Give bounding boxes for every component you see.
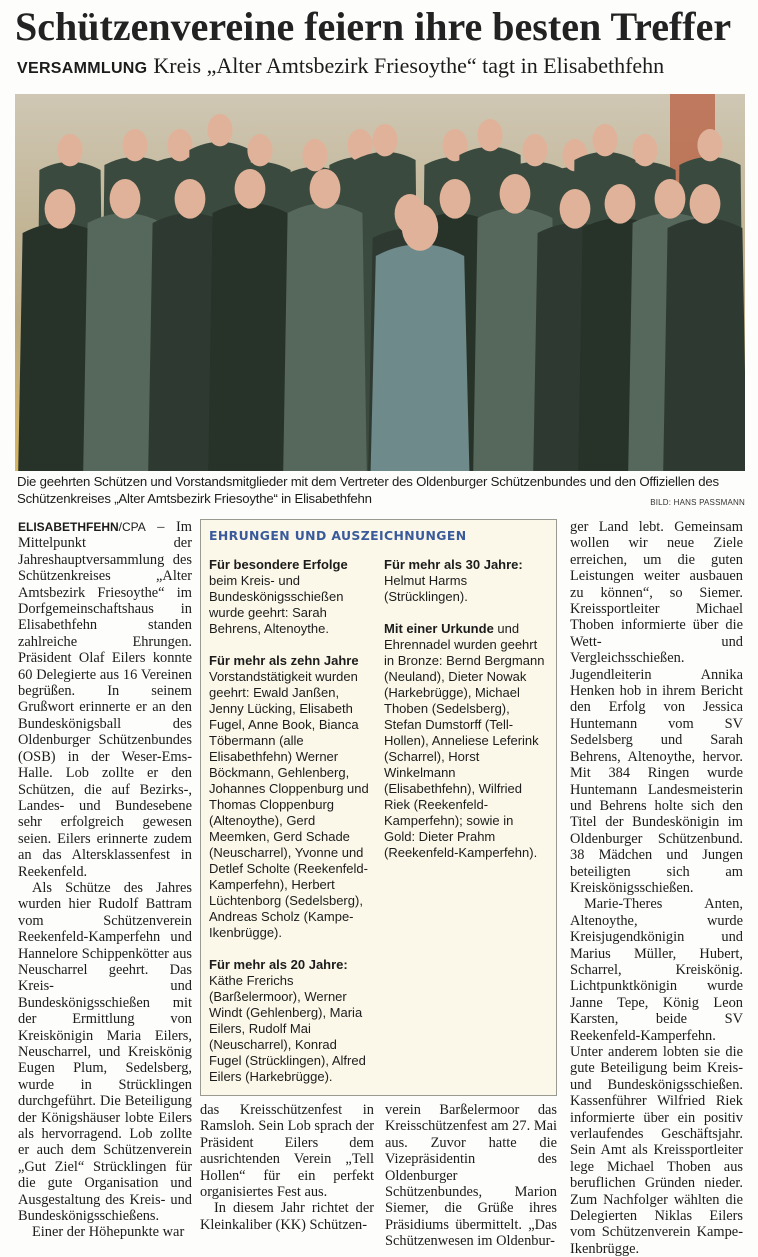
person-face <box>632 134 657 166</box>
person-face <box>167 129 192 161</box>
person-face <box>477 119 502 151</box>
subheadline-text: Kreis „Alter Amtsbezirk Friesoythe“ tagt in Elisabethfehn <box>153 53 665 78</box>
honors-sidebar <box>200 519 557 1096</box>
article-column-1: ELISABETHFEHN/CPA – Im Mittelpunkt der Jahreshauptversammlung des Schützenkreises „Alter Amtsbezirk Friesoythe“ im Dorfgemeinschaftshaus in Elisabethfehn standen zahlreiche Ehrungen. Präsident Olaf Eilers konnte 60 Delegierte aus 16 Vereinen begrüßen. In seinem Grußwort erinnerte er an den Bundeskönigsball des Oldenburger Schützenbundes (OSB) in der Weser-Ems-Halle. Lob zollte er den Schützen, die auf Bezirks-, Landes- und Bundesebene sehr erfolgreich gewesen seien. Eilers erinnerte zudem an das Altersklassenfest in Reekenfeld. Als Schütze des Jahres wurden hier Rudolf Battram vom Schützenverein Reekenfeld-Kamperfehn und Hannelore Schippenkötter aus Neuscharrel geehrt. Das Kreis- und Bundeskönigsschießen mit der Ermittlung von Kreiskönigin Maria Eilers, Neuscharrel, und Kreiskönig Eugen Plum, Sedelsberg, wurde in Strücklingen durchgeführt. Die Beteiligung der Königshäuser lobte Eilers als hervorragend. Lob zollte er auch dem Schützenverein „Gut Ziel“ Strücklingen für die gute Organisation und Ausgestaltung des Kreis- und Bundeskönigsschießens. Einer der Höhepunkte war <box>18 519 192 1241</box>
subheadline <box>17 52 745 83</box>
person-face <box>235 169 266 209</box>
person-face <box>655 179 686 219</box>
headline: Schützenvereine feiern ihre besten Treffer <box>15 4 732 49</box>
sidebar-column-1 <box>209 557 373 1085</box>
article-column-2: das Kreisschützenfest in Ramsloh. Sein Lob sprach der Präsident Eilers dem ausrichtenden Verein „Tell Hollen“ für ein perfekt organisiertes Fest aus. In diesem Jahr richtet der Kleinkaliber (KK) Schützen- <box>200 1102 374 1233</box>
person-face <box>207 114 232 146</box>
person-face <box>592 124 617 156</box>
middle-section <box>200 519 557 1250</box>
person-face <box>175 179 206 219</box>
honor-item: Für mehr als 30 Jahre: Helmut Harms (Strücklingen). <box>384 557 523 604</box>
person-figure <box>283 203 367 471</box>
honor-item: Mit einer Urkunde und Ehrennadel wurden geehrt in Bronze: Bernd Bergmann (Neuland), Dieter Nowak (Harkebrügge), Michael Thoben (Sedelsberg), Stefan Dumstorff (Tell-Hollen), Anneliese Leferink (Scharrel), Horst Winkelmann (Elisabethfehn), Wilfried Riek (Reekenfeld-Kamperfehn); sowie in Gold: Dieter Prahm (Reekenfeld-Kamperfehn). <box>384 621 545 860</box>
person-face <box>372 124 397 156</box>
honor-item: Für mehr als zehn Jahre Vorstandstätigkeit wurden geehrt: Ewald Janßen, Jenny Lücking, Elisabeth Fugel, Anne Book, Bianca Töbermann (alle Elisabethfehn) Werner Böckmann, Gehlenberg, Johannes Cloppenburg und Thomas Cloppenburg (Altenoythe), Gerd Meemken, Gerd Schade (Neuscharrel), Yvonne und Detlef Scholte (Reekenfeld-Kamperfehn), Herbert Lüchtenborg (Sedelsberg), Andreas Scholz (Kampe-Ikenbrügge). <box>209 653 369 940</box>
person-face <box>122 129 147 161</box>
article-body <box>18 519 745 1257</box>
group-photo-image <box>15 94 745 471</box>
honor-item: Für besondere Erfolge beim Kreis- und Bundeskönigsschießen wurde geehrt: Sarah Behrens, Altenoythe. <box>209 557 348 636</box>
person-figure <box>371 244 470 471</box>
person-face <box>697 129 722 161</box>
person-face <box>310 169 341 209</box>
person-face <box>440 179 471 219</box>
kicker: VERSAMMLUNG <box>17 60 148 77</box>
person-figure <box>663 218 745 471</box>
article-column-3: verein Barßelermoor das Kreisschützenfest am 27. Mai aus. Zuvor hatte die Vizepräsidentin des Oldenburger Schützenbundes, Marion Siemer, die Grüße ihres Präsidiums übermittelt. „Das Schützenwesen im Oldenbur- <box>385 1102 557 1250</box>
person-face <box>302 139 327 171</box>
article-column-4: ger Land lebt. Gemeinsam wollen wir neue Ziele erreichen, um die guten Leistungen weiter ausbauen zu können“, so Siemer. Kreissportleiter Michael Thoben informierte über die Wett- und Vergleichsschießen. Jugendleiterin Annika Henken hob in ihrem Bericht den Erfolg von Jessica Huntemann vom SV Sedelsberg und Sarah Behrens, Altenoythe, hervor. Mit 384 Ringen wurde Huntemann Landesmeisterin und Behrens holte sich den Titel der Bundeskönigin im Oldenburger Schützenbund. 38 Mädchen und Jungen beteiligten sich am Kreiskönigsschießen. Marie-Theres Anten, Altenoythe, wurde Kreisjugendkönigin und Marius Müller, Hubert, Scharrel, Kreiskönig. Lichtpunktkönigin wurde Janne Tepe, König Leon Karsten, beide SV Reekenfeld-Kamperfehn. Unter anderem lobten sie die gute Beteiligung beim Kreis- und Bundeskönigsschießen. Kassenführer Wilfried Riek informierte über ein positiv verlaufendes Geschäftsjahr. Sein Amt als Kreissportleiter lege Michael Thoben aus beruflichen Gründen nieder. Zum Nachfolger wählten die Delegierten Niklas Eilers vom Schützenverein Kampe-Ikenbrügge. <box>570 519 743 1257</box>
dateline: ELISABETHFEHN/CPA <box>18 520 146 534</box>
person-face <box>560 189 591 229</box>
person-face <box>45 189 76 229</box>
person-face <box>522 134 547 166</box>
person-figure <box>208 203 292 471</box>
person-face <box>605 184 636 224</box>
sidebar-heading: EHRUNGEN UND AUSZEICHNUNGEN <box>209 528 467 543</box>
photo-caption: Die geehrten Schützen und Vorstandsmitglieder mit dem Vertreter des Oldenburger Schützenbundes und den Offiziellen des Schützenkreises „Alter Amtsbezirk Friesoythe“ in Elisabethfehn <box>17 474 719 506</box>
person-face <box>110 179 141 219</box>
honor-item: Für mehr als 20 Jahre: Käthe Frerichs (Barßelermoor), Werner Windt (Gehlenberg), Maria Eilers, Rudolf Mai (Neuscharrel), Konrad Fugel (Strücklingen), Alfred Eilers (Harkebrügge). <box>209 957 366 1084</box>
photo-credit: BILD: HANS PASSMANN <box>650 497 745 507</box>
person-face <box>57 134 82 166</box>
group-photo <box>15 94 745 471</box>
person-face <box>402 204 438 251</box>
person-face <box>690 184 721 224</box>
photo-caption-block <box>17 474 745 511</box>
sidebar-column-2 <box>384 557 548 1085</box>
person-face <box>247 134 272 166</box>
person-face <box>500 174 531 214</box>
